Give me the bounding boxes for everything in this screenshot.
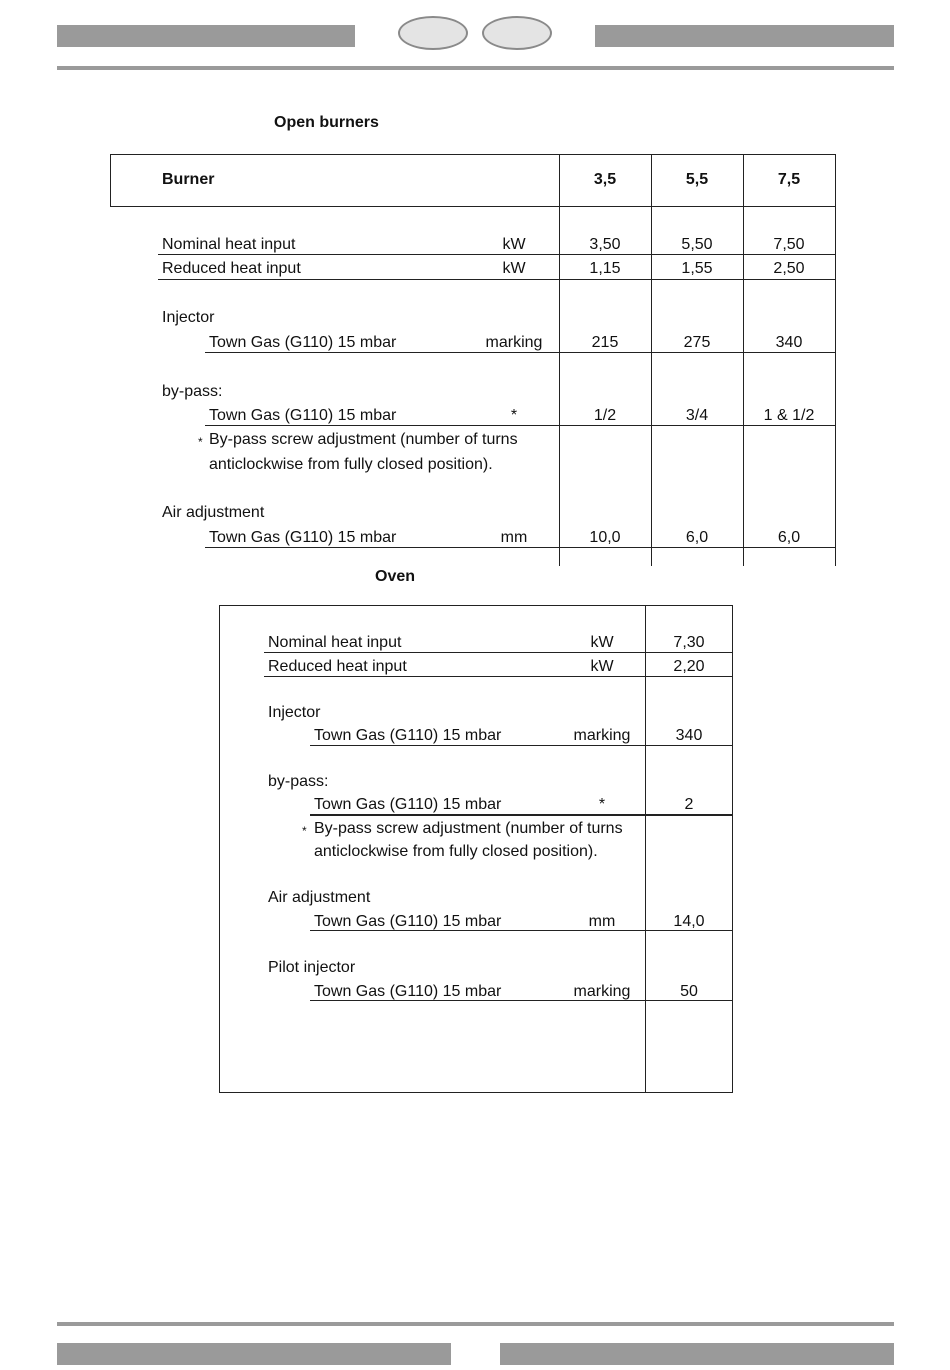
header-rule: [57, 66, 894, 70]
injector-value: 340: [775, 334, 803, 351]
row-line: [205, 425, 836, 426]
oven-note-line-2: anticlockwise from fully closed position).: [314, 843, 598, 860]
oven-air-value: 14,0: [673, 913, 705, 930]
table-left-border: [110, 154, 111, 207]
oven-bypass-unit: *: [598, 796, 606, 813]
reduced-value: 1,15: [589, 260, 621, 277]
oven-air-unit: mm: [588, 913, 616, 930]
bypass-label: by-pass:: [162, 383, 223, 400]
oven-reduced-unit: kW: [590, 658, 614, 675]
row-line: [264, 676, 733, 677]
oven-bypass-value: 2: [684, 796, 694, 813]
col-header-3-5: 3,5: [593, 171, 617, 188]
col-divider-1: [559, 154, 560, 566]
oven-nominal-unit: kW: [590, 634, 614, 651]
bypass-value: 3/4: [685, 407, 709, 424]
row-line: [158, 254, 836, 255]
nominal-value: 5,50: [681, 236, 713, 253]
row-line: [205, 352, 836, 353]
oven-reduced-value: 2,20: [673, 658, 705, 675]
header-oval-right: [482, 16, 552, 50]
nominal-value: 3,50: [589, 236, 621, 253]
oven-note-asterisk: *: [302, 824, 307, 838]
air-value: 6,0: [685, 529, 709, 546]
col-divider-3: [743, 154, 744, 566]
nominal-label: Nominal heat input: [162, 236, 296, 253]
row-line: [310, 930, 733, 931]
oven-right-border: [732, 605, 733, 1093]
air-value: 6,0: [777, 529, 801, 546]
note-line-2: anticlockwise from fully closed position).: [209, 456, 493, 473]
open-burners-title: Open burners: [274, 114, 379, 131]
reduced-label: Reduced heat input: [162, 260, 301, 277]
bypass-value: 1 & 1/2: [763, 407, 815, 424]
col-header-5-5: 5,5: [685, 171, 709, 188]
row-line: [310, 745, 733, 746]
oven-nominal-value: 7,30: [673, 634, 705, 651]
oven-bypass-gas: Town Gas (G110) 15 mbar: [314, 796, 502, 813]
injector-value: 215: [591, 334, 619, 351]
note-asterisk: *: [198, 435, 203, 449]
oven-top-border: [219, 605, 733, 606]
oven-pilot-gas: Town Gas (G110) 15 mbar: [314, 983, 502, 1000]
oven-air-label: Air adjustment: [268, 889, 371, 906]
nominal-unit: kW: [502, 236, 526, 253]
col-divider-2: [651, 154, 652, 566]
oven-nominal-label: Nominal heat input: [268, 634, 402, 651]
oven-injector-unit: marking: [573, 727, 631, 744]
bypass-value: 1/2: [593, 407, 617, 424]
oven-pilot-unit: marking: [573, 983, 631, 1000]
injector-value: 275: [683, 334, 711, 351]
oven-injector-gas: Town Gas (G110) 15 mbar: [314, 727, 502, 744]
footer-bar-right: [500, 1343, 894, 1365]
header-divider: [110, 206, 836, 207]
note-line-1: By-pass screw adjustment (number of turns: [209, 431, 518, 448]
row-line: [310, 1000, 733, 1001]
burner-header: Burner: [162, 171, 215, 188]
oven-pilot-label: Pilot injector: [268, 959, 356, 976]
header-bar-left: [57, 25, 355, 47]
oven-note-line-1: By-pass screw adjustment (number of turns: [314, 820, 623, 837]
air-gas: Town Gas (G110) 15 mbar: [209, 529, 397, 546]
header-bar-right: [595, 25, 894, 47]
oven-title: Oven: [375, 568, 416, 585]
injector-unit: marking: [485, 334, 543, 351]
oven-bottom-border: [219, 1092, 733, 1093]
header-oval-left: [398, 16, 468, 50]
oven-injector-value: 340: [675, 727, 703, 744]
reduced-value: 1,55: [681, 260, 713, 277]
air-value: 10,0: [589, 529, 621, 546]
bypass-gas: Town Gas (G110) 15 mbar: [209, 407, 397, 424]
row-line: [158, 279, 836, 280]
table-right-border: [835, 154, 836, 566]
table-top-border: [110, 154, 836, 155]
reduced-unit: kW: [502, 260, 526, 277]
air-unit: mm: [500, 529, 528, 546]
air-label: Air adjustment: [162, 504, 265, 521]
row-line: [205, 547, 836, 548]
footer-rule: [57, 1322, 894, 1326]
oven-air-gas: Town Gas (G110) 15 mbar: [314, 913, 502, 930]
oven-pilot-value: 50: [680, 983, 698, 1000]
col-header-7-5: 7,5: [777, 171, 801, 188]
oven-left-border: [219, 605, 220, 1093]
footer-bar-left: [57, 1343, 451, 1365]
oven-col-divider: [645, 605, 646, 1093]
reduced-value: 2,50: [773, 260, 805, 277]
oven-injector-label: Injector: [268, 704, 321, 721]
injector-gas: Town Gas (G110) 15 mbar: [209, 334, 397, 351]
injector-label: Injector: [162, 309, 215, 326]
oven-reduced-label: Reduced heat input: [268, 658, 407, 675]
row-line: [264, 652, 733, 653]
row-line: [310, 814, 733, 816]
nominal-value: 7,50: [773, 236, 805, 253]
bypass-unit: *: [510, 407, 518, 424]
oven-bypass-label: by-pass:: [268, 773, 329, 790]
